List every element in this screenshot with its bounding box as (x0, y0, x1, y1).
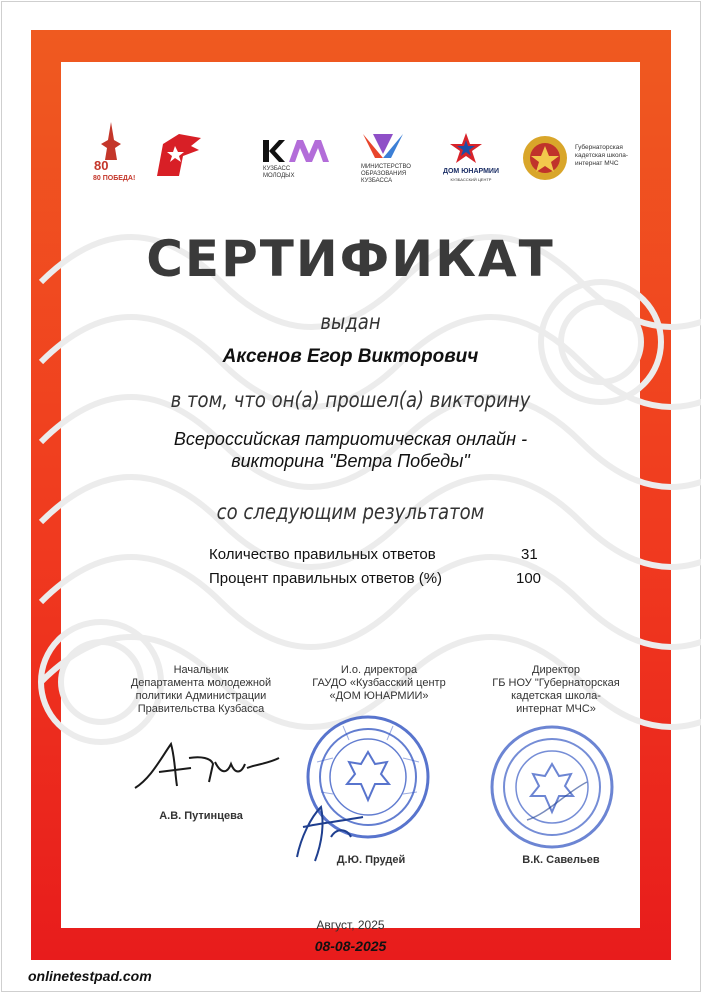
ministry-logo (361, 132, 405, 162)
result-heading: со следующим результатом (216, 500, 485, 524)
cadet-school-emblem (521, 132, 569, 184)
certificate-border (31, 30, 671, 960)
signatory-2-name: Д.Ю. Прудей (336, 854, 406, 866)
stamp-cadet-school (487, 722, 617, 852)
site-link[interactable]: onlinetestpad.com (28, 968, 152, 984)
quiz-name (121, 428, 580, 472)
cadet-school-text: Губернаторская кадетская школа-интернат МЧС (575, 144, 629, 167)
result-label-correct: Количество правильных ответов (209, 546, 436, 563)
certificate-month: Август, 2025 (316, 918, 385, 932)
quiz-name-line2: викторина "Ветра Победы" (231, 451, 470, 471)
result-label-percent: Процент правильных ответов (%) (209, 570, 443, 587)
svg-text:80: 80 (94, 158, 109, 173)
passed-text: в том, что он(а) прошел(а) викторину (170, 388, 531, 412)
kuzbass-molodykh-text: КУЗБАСС МОЛОДЫХ (263, 166, 295, 179)
victory-80-logo (91, 120, 136, 182)
recipient-name: Аксенов Егор Викторович (222, 346, 479, 367)
dom-yunarmii-text: ДОМ ЮНАРМИИ (442, 168, 499, 175)
ministry-text: МИНИСТЕРСТВО ОБРАЗОВАНИЯ КУЗБАССА (361, 164, 411, 184)
certificate-date: 08-08-2025 (314, 938, 387, 954)
issued-text: выдан (320, 310, 381, 334)
signature-1 (131, 738, 281, 794)
yunarmia-eagle-logo (153, 130, 205, 180)
result-value-correct: 31 (521, 546, 538, 563)
svg-text:80 ПОБЕДА!: 80 ПОБЕДА! (93, 175, 136, 182)
signatory-3-title: Директор ГБ НОУ "Губернаторская кадетская школа- интернат МЧС» (492, 664, 620, 715)
signatory-1-title: Начальник Департамента молодежной политики Администрации Правительства Кузбасса (130, 664, 272, 715)
quiz-name-line1: Всероссийская патриотическая онлайн - (173, 429, 528, 449)
signatory-3-name: В.К. Савельев (522, 854, 600, 866)
certificate-body (61, 62, 640, 954)
certificate-title: СЕРТИФИКАТ (146, 230, 555, 288)
kuzbass-molodykh-logo (263, 140, 339, 164)
dom-yunarmii-star-logo (449, 132, 483, 166)
result-value-percent: 100 (516, 570, 542, 587)
dom-yunarmii-subtext: КУЗБАССКИЙ ЦЕНТР (450, 177, 492, 182)
signatory-2-title: И.о. директора ГАУДО «Кузбасский центр «ДОМ ЮНАРМИИ» (312, 664, 446, 702)
signatory-1-name: А.В. Путинцева (159, 810, 243, 822)
